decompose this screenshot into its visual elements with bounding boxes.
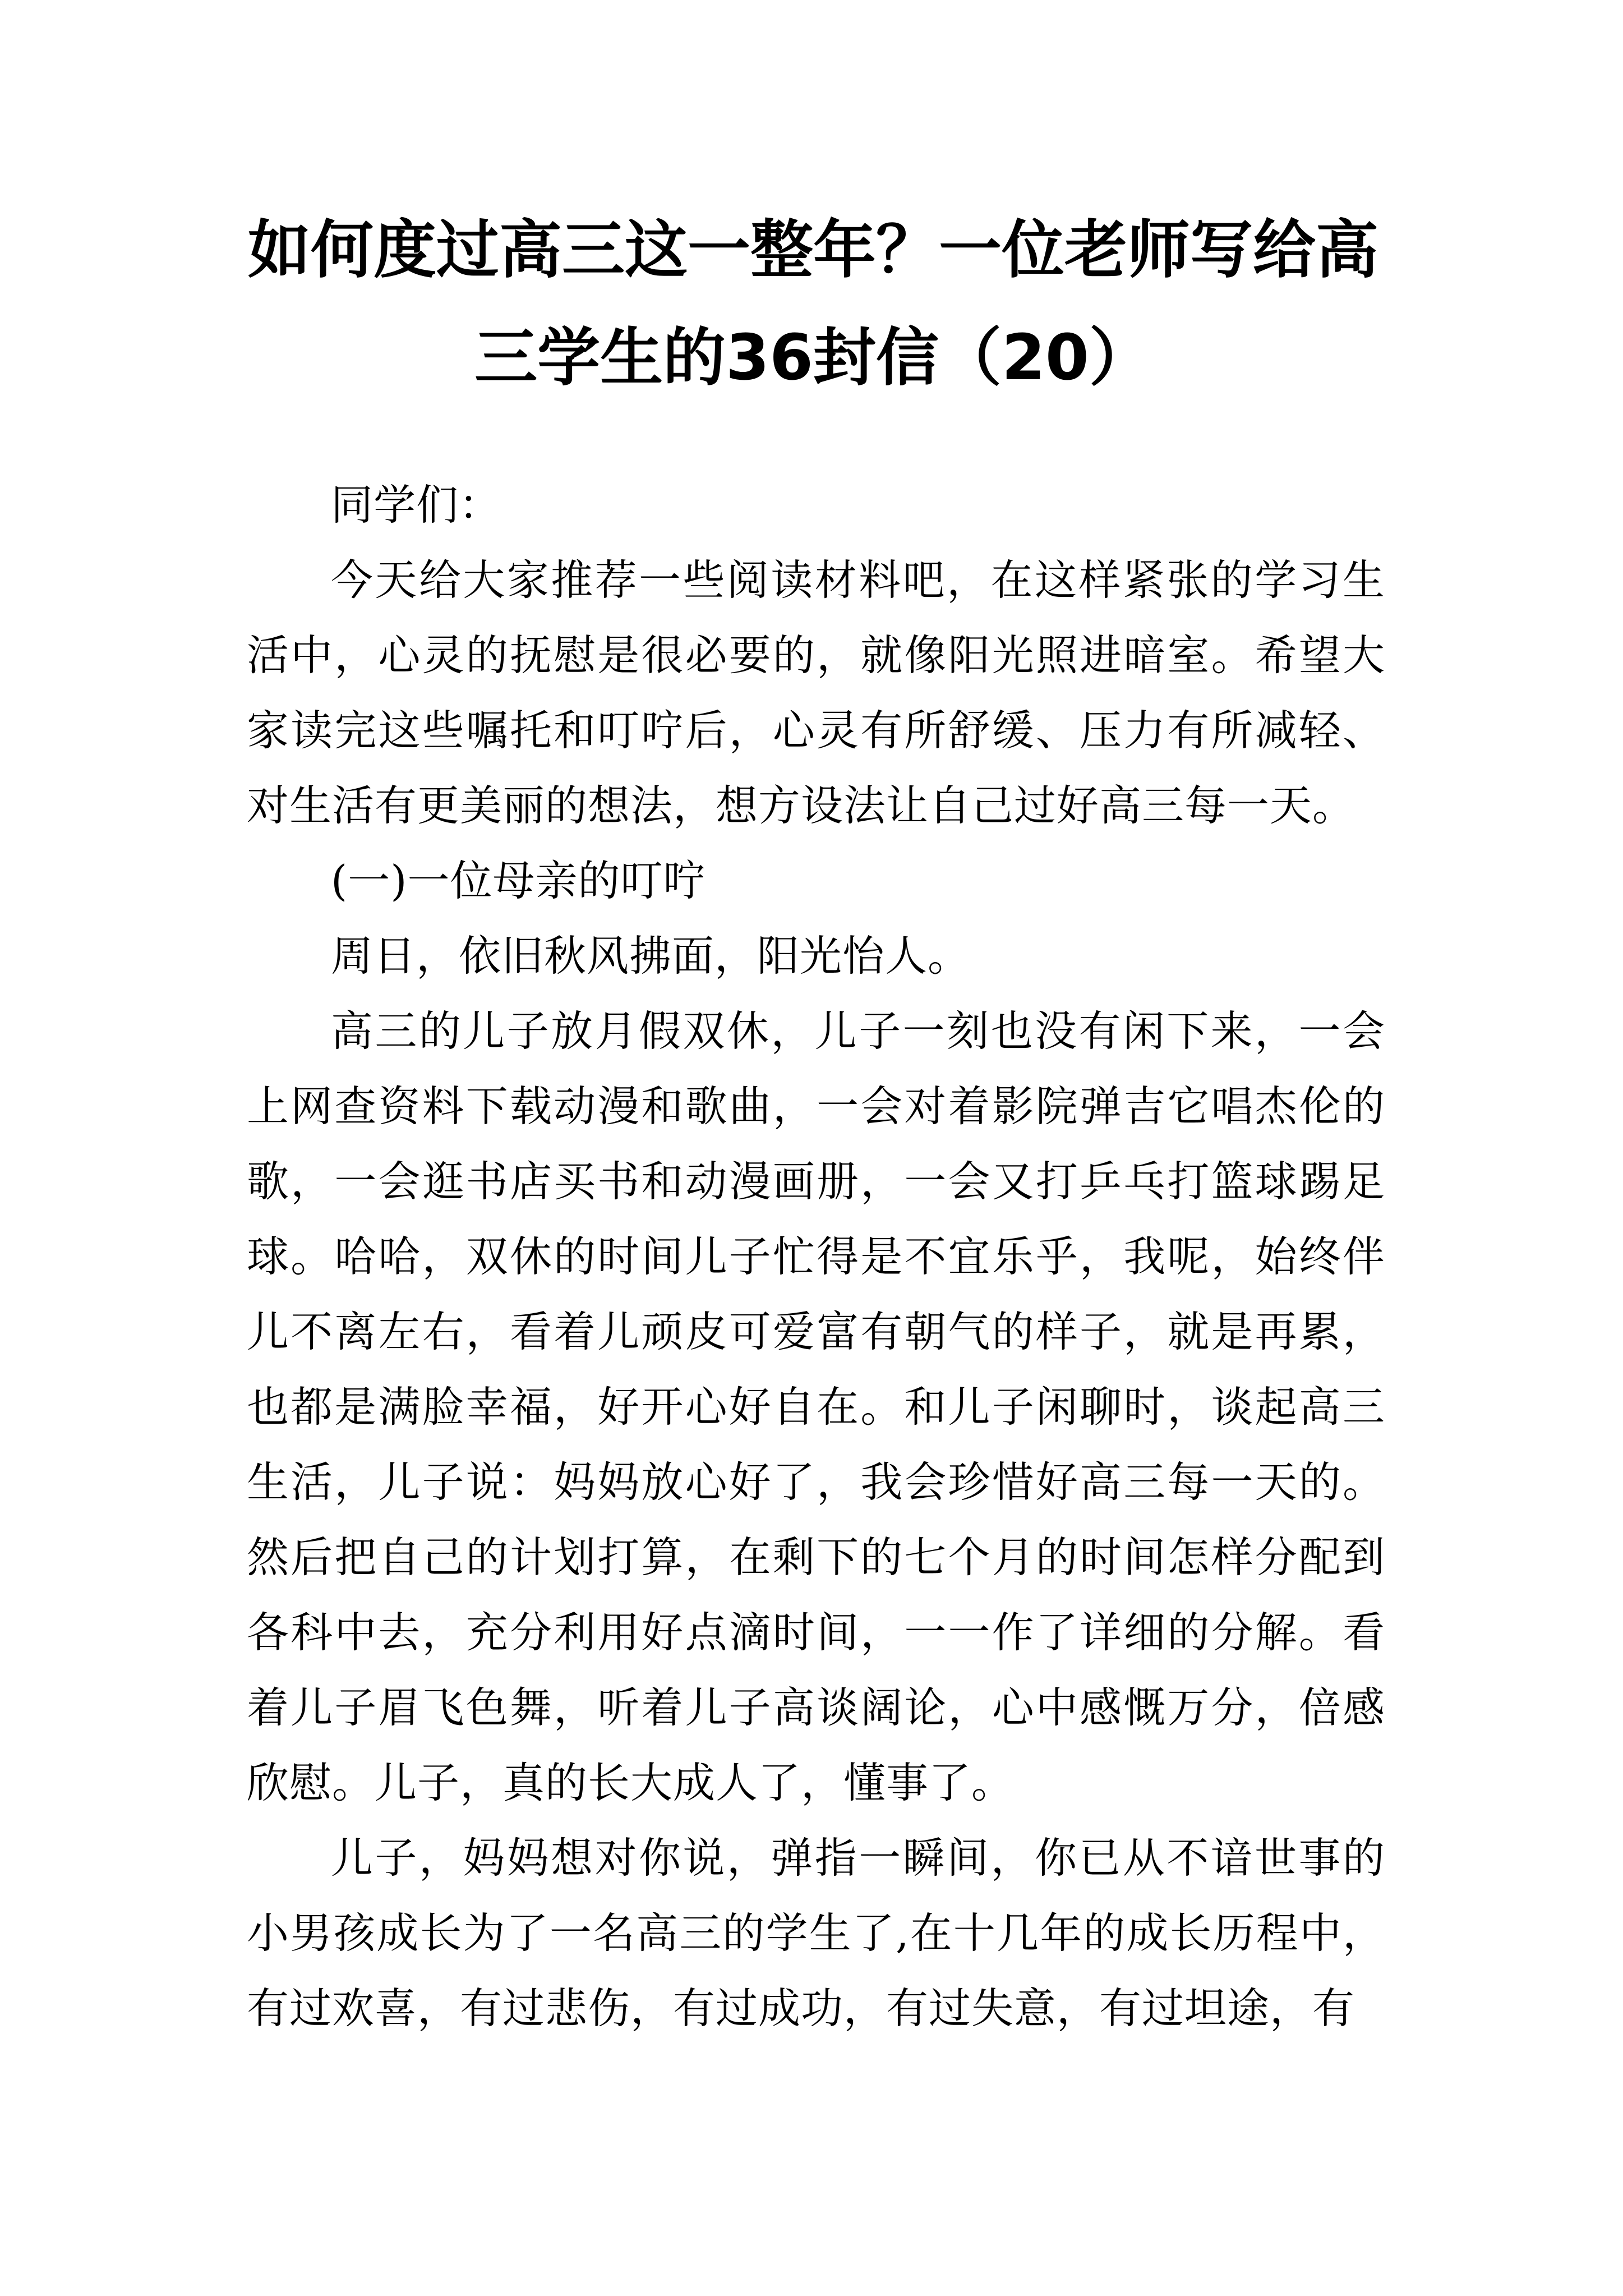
paragraph: 今天给大家推荐一些阅读材料吧，在这样紧张的学习生活中，心灵的抚慰是很必要的，就像阳光照进暗室。希望大家读完这些嘱托和叮咛后，心灵有所舒缓、压力有所减轻、对生活有更美丽的想法，想方设法让自己过好高三每一天。 — [247, 555, 1385, 830]
title-line-1: 如何度过高三这一整年？一位老师写给高 — [248, 214, 1378, 287]
section-heading: (一)一位母亲的叮咛 — [331, 856, 706, 905]
letter-body — [247, 467, 1385, 2046]
paragraph: 高三的儿子放月假双休，儿子一刻也没有闲下来，一会上网查资料下载动漫和歌曲，一会对着影院弹吉它唱杰伦的歌，一会逛书店买书和动漫画册，一会又打乒乓打篮球踢足球。哈哈，双休的时间儿子忙得是不宜乐乎，我呢，始终伴儿不离左右，看着儿顽皮可爱富有朝气的样子，就是再累，也都是满脸幸福，好开心好自在。和儿子闲聊时，谈起高三生活，儿子说：妈妈放心好了，我会珍惜好高三每一天的。然后把自己的计划打算，在剩下的七个月的时间怎样分配到各科中去，充分利用好点滴时间，一一作了详细的分解。看着儿子眉飞色舞，听着儿子高谈阔论，心中感慨万分，倍感欣慰。儿子，真的长大成人了，懂事了。 — [247, 1006, 1385, 1807]
paragraph: 周日，依旧秋风拂面，阳光怡人。 — [331, 931, 971, 981]
page-title — [247, 196, 1380, 412]
title-line-2: 三学生的36封信（20） — [474, 321, 1152, 394]
salutation: 同学们： — [331, 480, 502, 530]
paragraph: 儿子，妈妈想对你说，弹指一瞬间，你已从不谙世事的小男孩成长为了一名高三的学生了,在十几年的成长历程中，有过欢喜，有过悲伤，有过成功，有过失意，有过坦途，有 — [247, 1833, 1385, 2033]
